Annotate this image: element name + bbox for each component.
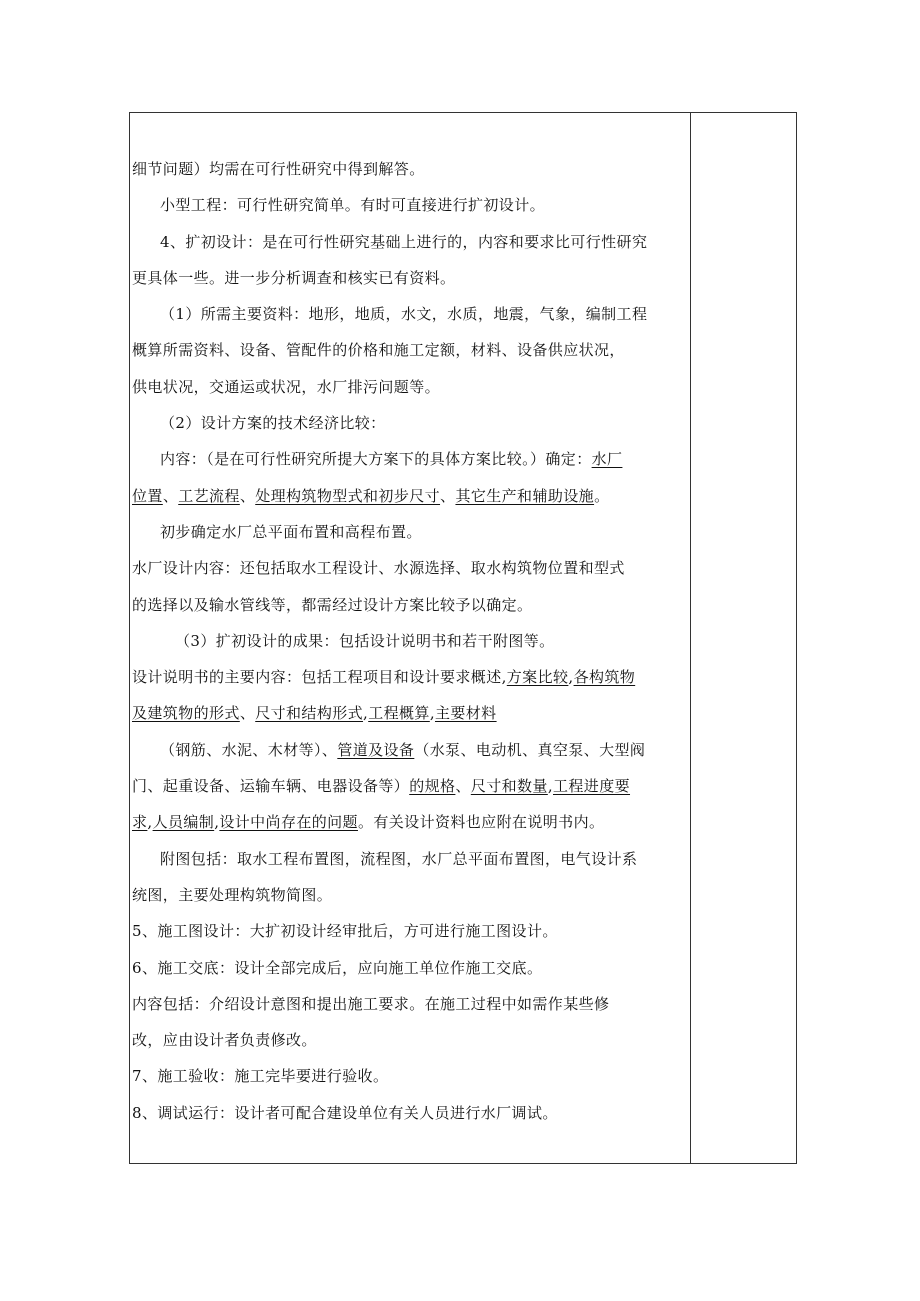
underlined-term: 工程进度要 bbox=[553, 777, 631, 796]
underlined-term: 各构筑物 bbox=[573, 668, 636, 687]
underlined-term: 管道及设备 bbox=[337, 740, 415, 759]
text-line: 8、调试运行：设计者可配合建设单位有关人员进行水厂调试。 bbox=[132, 1103, 558, 1122]
underlined-term: 方案比较 bbox=[506, 668, 569, 687]
text-line: 位置、工艺流程、处理构筑物型式和初步尺寸、其它生产和辅助设施。 bbox=[132, 486, 610, 505]
underlined-term: 其它生产和辅助设施 bbox=[455, 486, 595, 505]
text-line: 7、施工验收：施工完毕要进行验收。 bbox=[132, 1067, 389, 1086]
main-text-cell bbox=[130, 151, 690, 1131]
side-empty-cell bbox=[691, 113, 796, 1163]
text-line: 门、起重设备、运输车辆、电器设备等）的规格、尺寸和数量,工程进度要 bbox=[132, 777, 631, 796]
text-line: 更具体一些。进一步分析调查和核实已有资料。 bbox=[132, 268, 456, 287]
text-line: 统图，主要处理构筑物简图。 bbox=[132, 885, 333, 904]
underlined-term: 工艺流程 bbox=[178, 486, 240, 505]
underlined-term: 处理构筑物型式和初步尺寸 bbox=[255, 486, 441, 505]
underlined-term: 及建筑物的形式 bbox=[132, 704, 240, 723]
underlined-term: 尺寸和数量 bbox=[470, 777, 548, 796]
underlined-term: 位置 bbox=[132, 486, 163, 505]
text-line: 6、施工交底：设计全部完成后，应向施工单位作施工交底。 bbox=[132, 958, 543, 977]
text-line: 5、施工图设计：大扩初设计经审批后，方可进行施工图设计。 bbox=[132, 922, 558, 941]
underlined-term: 工程概算 bbox=[368, 704, 430, 723]
underlined-term: 人员编制 bbox=[152, 813, 215, 832]
text-line: 内容：（是在可行性研究所提大方案下的具体方案比较。）确定：水厂 bbox=[160, 450, 623, 469]
text-line: 内容包括：介绍设计意图和提出施工要求。在施工过程中如需作某些修 bbox=[132, 994, 610, 1013]
text-line: 的选择以及输水管线等，都需经过设计方案比较予以确定。 bbox=[132, 595, 533, 614]
underlined-term: 设计中尚存在的问题 bbox=[219, 813, 358, 832]
text-line: （1）所需主要资料：地形，地质，水文，水质，地震，气象，编制工程 bbox=[160, 305, 648, 324]
text-line: 设计说明书的主要内容：包括工程项目和设计要求概述,方案比较,各构筑物 bbox=[132, 668, 636, 687]
text-line: 水厂设计内容：还包括取水工程设计、水源选择、取水构筑物位置和型式 bbox=[132, 559, 625, 578]
text-line: 4、扩初设计：是在可行性研究基础上进行的，内容和要求比可行性研究 bbox=[160, 232, 648, 251]
text-line: 附图包括：取水工程布置图，流程图，水厂总平面布置图，电气设计系 bbox=[160, 849, 638, 868]
text-line: 小型工程：可行性研究简单。有时可直接进行扩初设计。 bbox=[160, 196, 546, 215]
text-line: 改，应由设计者负责修改。 bbox=[132, 1031, 317, 1050]
underlined-term: 尺寸和结构形式 bbox=[255, 704, 364, 723]
text-line: 及建筑物的形式、尺寸和结构形式,工程概算,主要材料 bbox=[132, 704, 497, 723]
text-line: （2）设计方案的技术经济比较： bbox=[160, 414, 386, 433]
text-line: 概算所需资料、设备、管配件的价格和施工定额，材料、设备供应状况， bbox=[132, 341, 625, 360]
text-line: 初步确定水厂总平面布置和高程布置。 bbox=[160, 522, 422, 541]
underlined-term: 求 bbox=[132, 813, 148, 832]
text-line: 细节问题）均需在可行性研究中得到解答。 bbox=[132, 160, 425, 178]
text-line: （3）扩初设计的成果：包括设计说明书和若干附图等。 bbox=[175, 631, 555, 650]
text-line: 求,人员编制,设计中尚存在的问题。有关设计资料也应附在说明书内。 bbox=[132, 813, 605, 832]
underlined-term: 水厂 bbox=[591, 450, 623, 469]
text-line: 供电状况，交通运或状况，水厂排污问题等。 bbox=[132, 377, 441, 396]
text-line: （钢筋、水泥、木材等）、管道及设备（水泵、电动机、真空泵、大型阀 bbox=[160, 740, 646, 759]
document-table bbox=[129, 112, 797, 1164]
underlined-term: 的规格 bbox=[409, 777, 456, 796]
underlined-term: 主要材料 bbox=[434, 704, 497, 723]
